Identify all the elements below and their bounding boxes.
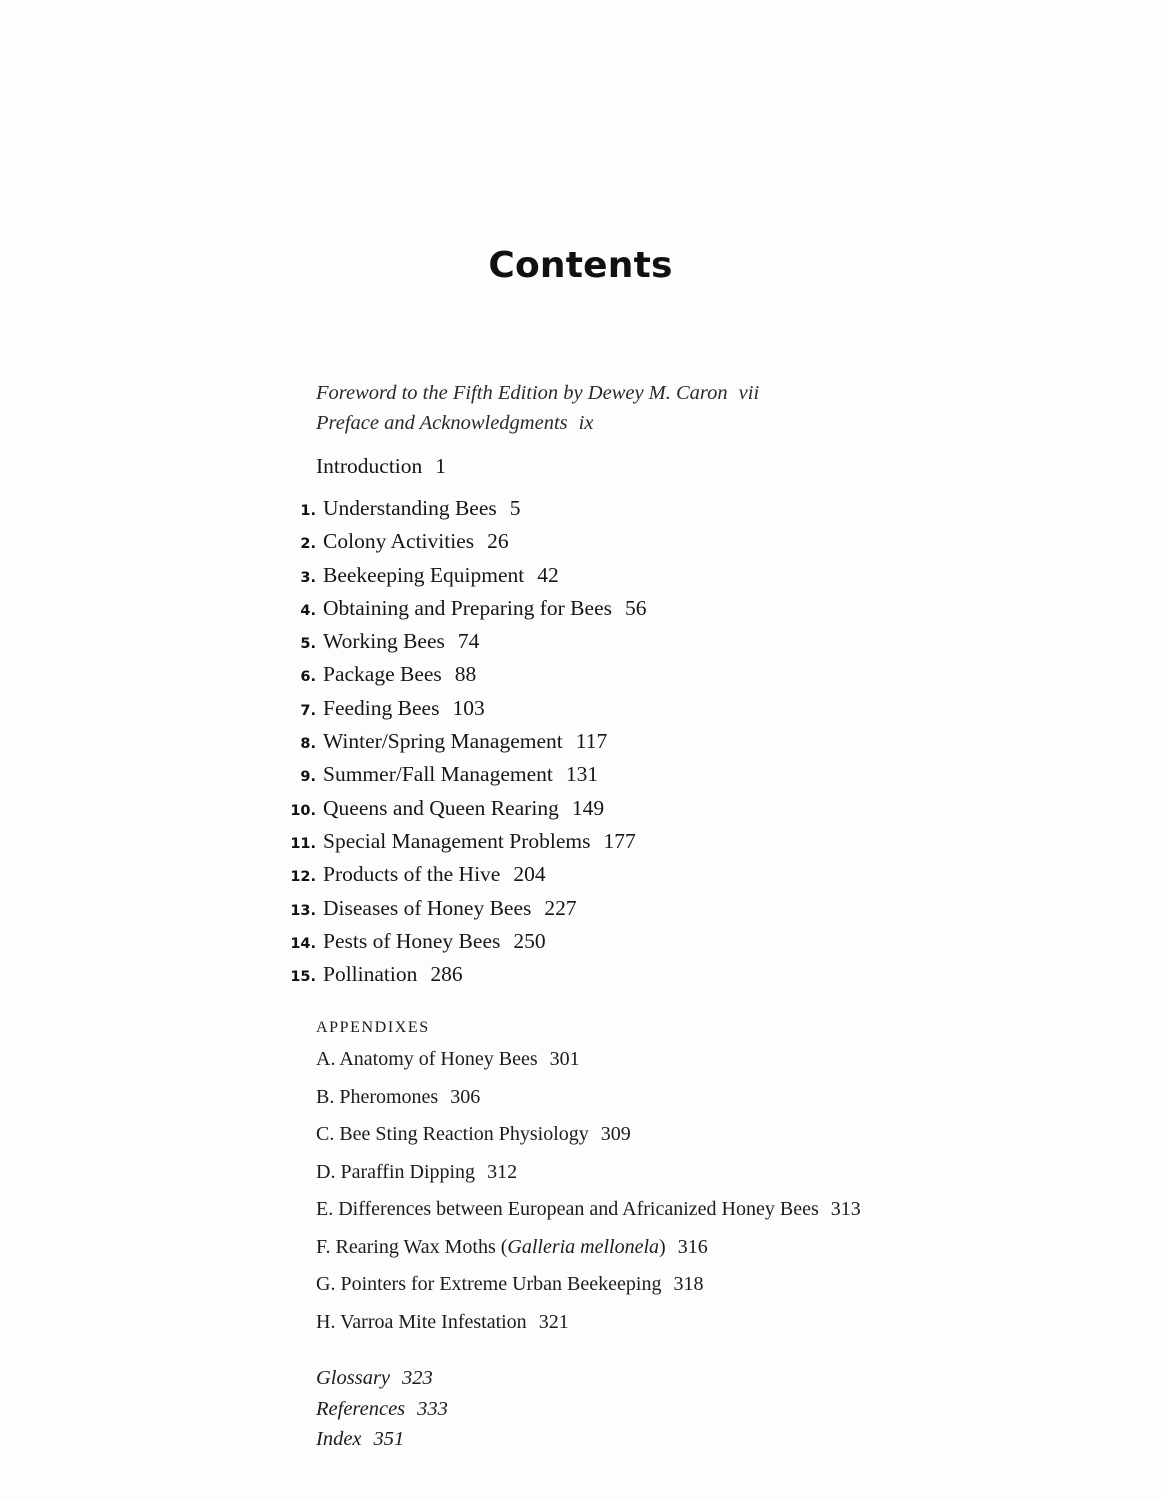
- chapter-page: 88: [454, 662, 477, 687]
- back-matter-page: 351: [373, 1428, 405, 1451]
- chapter-title: Winter/Spring Management: [323, 729, 563, 754]
- chapter-item[interactable]: [300, 626, 1016, 659]
- appendix-label: G. Pointers for Extreme Urban Beekeeping: [316, 1273, 662, 1296]
- appendix-page: 306: [450, 1085, 481, 1108]
- front-matter-page: vii: [738, 382, 760, 404]
- chapter-item[interactable]: [290, 793, 1016, 826]
- chapter-title: Special Management Problems: [323, 828, 591, 853]
- appendix-label: H. Varroa Mite Infestation: [316, 1310, 527, 1333]
- chapter-number: 9.: [300, 769, 316, 786]
- chapter-page: 103: [452, 695, 485, 720]
- chapter-item[interactable]: [290, 893, 1016, 926]
- appendix-label-italic: Galleria mellonela: [507, 1235, 660, 1258]
- appendix-label: C. Bee Sting Reaction Physiology: [316, 1123, 589, 1146]
- front-matter-label: Foreword to the Fifth Edition by Dewey M. Caron: [316, 382, 728, 404]
- back-matter-item[interactable]: [316, 1424, 1016, 1455]
- chapter-title: Feeding Bees: [323, 695, 440, 720]
- chapter-page: 227: [544, 895, 577, 920]
- appendix-item[interactable]: [316, 1194, 1016, 1225]
- appendix-item[interactable]: [316, 1044, 1016, 1075]
- chapter-title: Beekeeping Equipment: [323, 562, 525, 587]
- appendix-item[interactable]: [316, 1307, 1016, 1338]
- chapter-title: Summer/Fall Management: [323, 762, 553, 787]
- appendix-label: B. Pheromones: [316, 1085, 439, 1108]
- introduction-label: Introduction: [316, 454, 423, 478]
- chapter-number: 2.: [300, 536, 316, 553]
- appendix-page: 313: [830, 1198, 861, 1221]
- appendix-page: 318: [673, 1273, 704, 1296]
- chapter-page: 286: [430, 962, 463, 987]
- front-matter-item[interactable]: [316, 378, 1016, 408]
- introduction-page: 1: [435, 454, 447, 478]
- chapter-number: 11.: [290, 835, 316, 852]
- chapter-page: 56: [624, 595, 647, 620]
- chapter-title: Diseases of Honey Bees: [323, 895, 532, 920]
- back-matter-page: 333: [417, 1397, 448, 1420]
- chapter-item[interactable]: [300, 493, 1016, 526]
- appendix-item[interactable]: [316, 1269, 1016, 1300]
- appendix-item[interactable]: [316, 1082, 1016, 1113]
- introduction-item[interactable]: [316, 451, 1016, 481]
- chapter-title: Queens and Queen Rearing: [323, 795, 559, 820]
- chapter-page: 177: [603, 828, 636, 853]
- chapter-number: 10.: [290, 802, 316, 819]
- chapter-title: Package Bees: [323, 662, 442, 687]
- back-matter-label: References: [316, 1397, 406, 1420]
- chapter-page: 250: [513, 928, 546, 953]
- chapter-number: 14.: [290, 935, 316, 952]
- appendix-page: 301: [549, 1048, 580, 1071]
- chapter-number: 3.: [300, 569, 316, 586]
- chapter-item[interactable]: [300, 593, 1016, 626]
- chapter-number: 13.: [290, 902, 316, 919]
- appendix-label: E. Differences between European and Africanized Honey Bees: [316, 1198, 819, 1221]
- appendix-item[interactable]: [316, 1232, 1016, 1263]
- appendix-page: 309: [600, 1123, 631, 1146]
- appendix-item[interactable]: [316, 1119, 1016, 1150]
- back-matter-label: Index: [316, 1428, 362, 1451]
- chapter-item[interactable]: [300, 693, 1016, 726]
- back-matter-list: [316, 1363, 1016, 1455]
- chapter-page: 5: [509, 496, 521, 520]
- chapter-number: 5.: [300, 636, 316, 653]
- front-matter-item[interactable]: [316, 408, 1016, 438]
- page-title: Contents: [488, 245, 673, 286]
- chapter-number: 1.: [300, 503, 316, 519]
- appendix-label-end: ): [659, 1235, 666, 1258]
- appendixes-heading: APPENDIXES: [316, 1019, 430, 1037]
- chapter-number: 8.: [300, 736, 316, 753]
- chapter-number: 12.: [290, 869, 316, 886]
- chapter-page: 42: [537, 562, 559, 587]
- chapter-number: 4.: [300, 602, 316, 619]
- chapter-item[interactable]: [290, 959, 1016, 992]
- back-matter-page: 323: [402, 1367, 433, 1390]
- appendix-label: F. Rearing Wax Moths (: [316, 1235, 508, 1258]
- chapter-list: [290, 493, 1016, 992]
- chapter-page: 204: [513, 862, 546, 887]
- chapter-page: 26: [487, 529, 509, 554]
- chapter-item[interactable]: [300, 726, 1016, 759]
- chapter-title: Working Bees: [323, 629, 445, 654]
- chapter-title: Understanding Bees: [323, 496, 497, 520]
- appendix-page: 312: [487, 1160, 518, 1183]
- chapter-page: 149: [571, 795, 605, 820]
- chapter-title: Obtaining and Preparing for Bees: [323, 595, 612, 620]
- front-matter-page: ix: [578, 412, 594, 434]
- appendix-label: A. Anatomy of Honey Bees: [316, 1048, 538, 1071]
- chapter-item[interactable]: [290, 859, 1016, 892]
- chapter-page: 117: [575, 729, 608, 754]
- chapter-title: Products of the Hive: [323, 862, 501, 887]
- chapter-item[interactable]: [290, 926, 1016, 959]
- back-matter-label: Glossary: [316, 1367, 391, 1390]
- appendix-label: D. Paraffin Dipping: [316, 1160, 476, 1183]
- appendix-page: 321: [538, 1310, 569, 1333]
- back-matter-item[interactable]: [316, 1394, 1016, 1425]
- chapter-item[interactable]: [300, 659, 1016, 692]
- chapter-page: 131: [565, 762, 599, 787]
- appendix-list: [316, 1044, 1016, 1337]
- chapter-number: 7.: [300, 702, 316, 719]
- chapter-number: 6.: [300, 669, 316, 686]
- chapter-page: 74: [457, 629, 480, 654]
- chapter-item[interactable]: [300, 560, 1016, 593]
- chapter-title: Colony Activities: [323, 529, 475, 554]
- appendix-item[interactable]: [316, 1157, 1016, 1188]
- table-of-contents: [290, 378, 1016, 1455]
- back-matter-item[interactable]: [316, 1363, 1016, 1394]
- chapter-item[interactable]: [300, 526, 1016, 559]
- chapter-item[interactable]: [300, 759, 1016, 792]
- chapter-item[interactable]: [290, 826, 1016, 859]
- front-matter-label: Preface and Acknowledgments: [316, 412, 568, 434]
- appendix-page: 316: [677, 1235, 708, 1258]
- chapter-title: Pollination: [323, 962, 418, 987]
- chapter-number: 15.: [290, 969, 316, 986]
- chapter-title: Pests of Honey Bees: [323, 928, 501, 953]
